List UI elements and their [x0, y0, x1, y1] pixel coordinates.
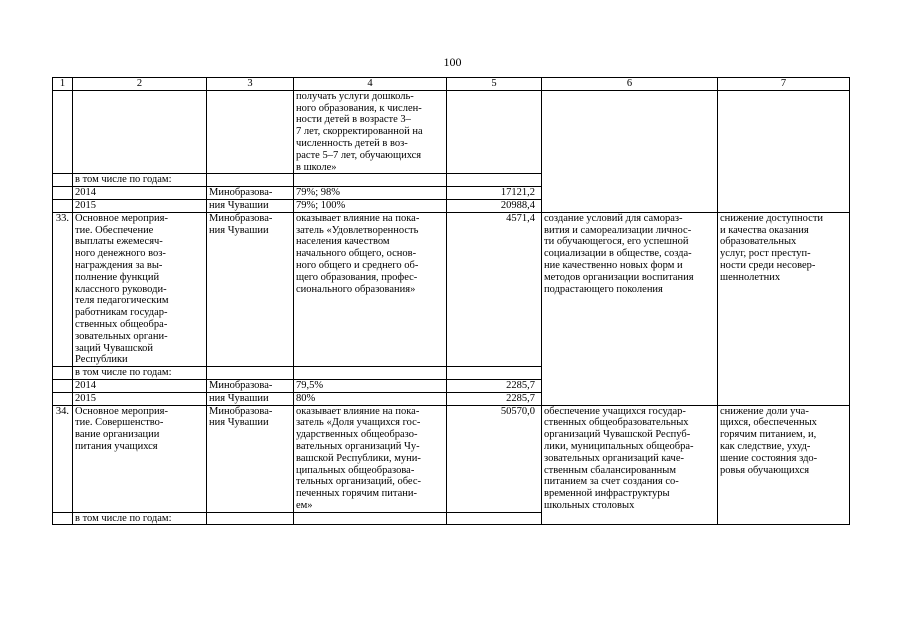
executor-cell: [207, 405, 294, 512]
amount-cell: 20988,4: [447, 199, 542, 212]
text-line: Минобразова-: [209, 405, 273, 417]
text-line: вание организации: [75, 429, 160, 441]
amount-cell: 2285,7: [447, 379, 542, 392]
text-line: зовательных организаций каче-: [544, 452, 684, 464]
text-line: тие. Совершенство-: [75, 417, 164, 429]
measures-table: [52, 77, 850, 525]
text-line: ственных общеобразовательных: [544, 417, 689, 429]
text-line: снижение доступности: [720, 212, 824, 224]
text-line: вательных организаций Чу-: [296, 440, 420, 452]
text-line: затель «Доля учащихся гос-: [296, 417, 421, 429]
text-line: Минобразова-: [209, 212, 273, 224]
header-cell: 7: [718, 78, 850, 91]
text-line: начального общего, основ-: [296, 248, 417, 260]
text-line: награждения за вы-: [75, 259, 163, 271]
text-line: ние качественно новых форм и: [544, 259, 683, 271]
text-line: ного денежного воз-: [75, 248, 166, 260]
text-line: 7 лет, скорректированной на: [296, 126, 423, 138]
text-line: расте 5–7 лет, обучающихся: [296, 149, 422, 161]
text-line: сионального образования»: [296, 283, 416, 295]
text-line: зовательных органи-: [75, 330, 168, 342]
text-line: ти обучающегося, его успешной: [544, 236, 689, 248]
text-line: как следствие, ухуд-: [720, 440, 811, 452]
text-line: ния Чувашии: [209, 224, 269, 236]
table-row: [53, 212, 850, 366]
text-line: оказывает влияние на пока-: [296, 212, 420, 224]
text-line: шеннолетних: [720, 271, 781, 283]
by-years-label: в том числе по годам:: [73, 174, 207, 187]
year-cell: 2015: [73, 199, 207, 212]
text-line: подрастающего поколения: [544, 283, 663, 295]
risk-cell: [718, 212, 850, 405]
text-line: шение состояния здо-: [720, 452, 818, 464]
year-cell: 2014: [73, 187, 207, 200]
text-line: ного образования, к числен-: [296, 102, 422, 114]
text-line: вашской Республики, муни-: [296, 452, 421, 464]
executor-cell: [207, 212, 294, 366]
indicator-value: 79%; 100%: [294, 199, 447, 212]
row-number: 34.: [53, 405, 73, 512]
result-cell: [542, 405, 718, 525]
text-line: тие. Обеспечение: [75, 224, 154, 236]
text-line: ственных общеобра-: [75, 318, 168, 330]
row-number: 33.: [53, 212, 73, 366]
header-cell: 4: [294, 78, 447, 91]
text-line: социализации в обществе, созда-: [544, 248, 692, 260]
text-line: школьных столовых: [544, 499, 635, 511]
by-years-label: в том числе по годам:: [73, 512, 207, 525]
text-line: временной инфраструктуры: [544, 488, 670, 500]
text-line: Основное мероприя-: [75, 405, 168, 417]
text-line: вития и самореализации личнос-: [544, 224, 692, 236]
indicator-value: 79,5%: [294, 379, 447, 392]
text-line: организаций Чувашской Респуб-: [544, 429, 691, 441]
text-line: оказывает влияние на пока-: [296, 405, 420, 417]
text-line: в школе»: [296, 161, 337, 173]
text-line: ния Чувашии: [209, 417, 269, 429]
by-years-label: в том числе по годам:: [73, 367, 207, 380]
header-cell: 6: [542, 78, 718, 91]
indicator-value: 80%: [294, 392, 447, 405]
amount-cell: 50570,0: [447, 405, 542, 512]
text-line: выплаты ежемесяч-: [75, 236, 163, 248]
text-line: классного руководи-: [75, 283, 167, 295]
text-line: обеспечение учащихся государ-: [544, 405, 686, 417]
measure-name-cell: [73, 212, 207, 366]
indicator-cell: [294, 405, 447, 512]
text-line: создание условий для самораз-: [544, 212, 683, 224]
text-line: горячим питанием, и,: [720, 429, 817, 441]
text-line: ного общего и среднего об-: [296, 259, 419, 271]
text-line: и качества оказания: [720, 224, 809, 236]
text-line: ровья обучающихся: [720, 464, 810, 476]
text-line: затель «Удовлетворенность: [296, 224, 419, 236]
text-line: ем»: [296, 499, 313, 511]
header-cell: 5: [447, 78, 542, 91]
text-line: Республики: [75, 354, 128, 366]
executor-cell: Минобразова-: [207, 379, 294, 392]
text-line: ности детей в возрасте 3–: [296, 114, 411, 126]
amount-cell: 2285,7: [447, 392, 542, 405]
text-line: численность детей в воз-: [296, 137, 408, 149]
text-line: питания учащихся: [75, 440, 158, 452]
text-line: Основное мероприя-: [75, 212, 168, 224]
executor-cell: ния Чувашии: [207, 392, 294, 405]
table-row: [53, 405, 850, 512]
text-line: услуг, рост преступ-: [720, 248, 811, 260]
text-line: населения качеством: [296, 236, 390, 248]
table-row: [53, 90, 850, 174]
text-line: лики, муниципальных общеобра-: [544, 440, 694, 452]
amount-cell: 4571,4: [447, 212, 542, 366]
text-line: ударственных общеобразо-: [296, 429, 418, 441]
text-line: тельных организаций, обес-: [296, 476, 421, 488]
text-line: щихся, обеспеченных: [720, 417, 817, 429]
executor-cell: Минобразова-: [207, 187, 294, 200]
text-line: снижение доли уча-: [720, 405, 809, 417]
text-line: ципальных общеобразова-: [296, 464, 415, 476]
header-cell: 1: [53, 78, 73, 91]
year-cell: 2014: [73, 379, 207, 392]
text-line: ности среди несовер-: [720, 259, 816, 271]
text-line: печенных горячим питани-: [296, 488, 418, 500]
year-cell: 2015: [73, 392, 207, 405]
text-line: щего образования, профес-: [296, 271, 418, 283]
text-line: полнение функций: [75, 271, 160, 283]
indicator-cell: [294, 212, 447, 366]
text-line: ственным сбалансированным: [544, 464, 676, 476]
result-cell: [542, 212, 718, 405]
indicator-value: 79%; 98%: [294, 187, 447, 200]
amount-cell: 17121,2: [447, 187, 542, 200]
text-line: питанием за счет создания со-: [544, 476, 679, 488]
text-line: методов организации воспитания: [544, 271, 694, 283]
text-line: заций Чувашской: [75, 342, 154, 354]
indicator-cell: [294, 90, 447, 174]
risk-cell: [718, 405, 850, 525]
executor-cell: ния Чувашии: [207, 199, 294, 212]
header-cell: 2: [73, 78, 207, 91]
text-line: работникам государ-: [75, 307, 168, 319]
text-line: получать услуги дошколь-: [296, 90, 414, 102]
measure-name-cell: [73, 405, 207, 512]
text-line: теля педагогическим: [75, 295, 169, 307]
text-line: образовательных: [720, 236, 797, 248]
header-row: [53, 78, 850, 91]
header-cell: 3: [207, 78, 294, 91]
page-number: 100: [443, 55, 462, 69]
